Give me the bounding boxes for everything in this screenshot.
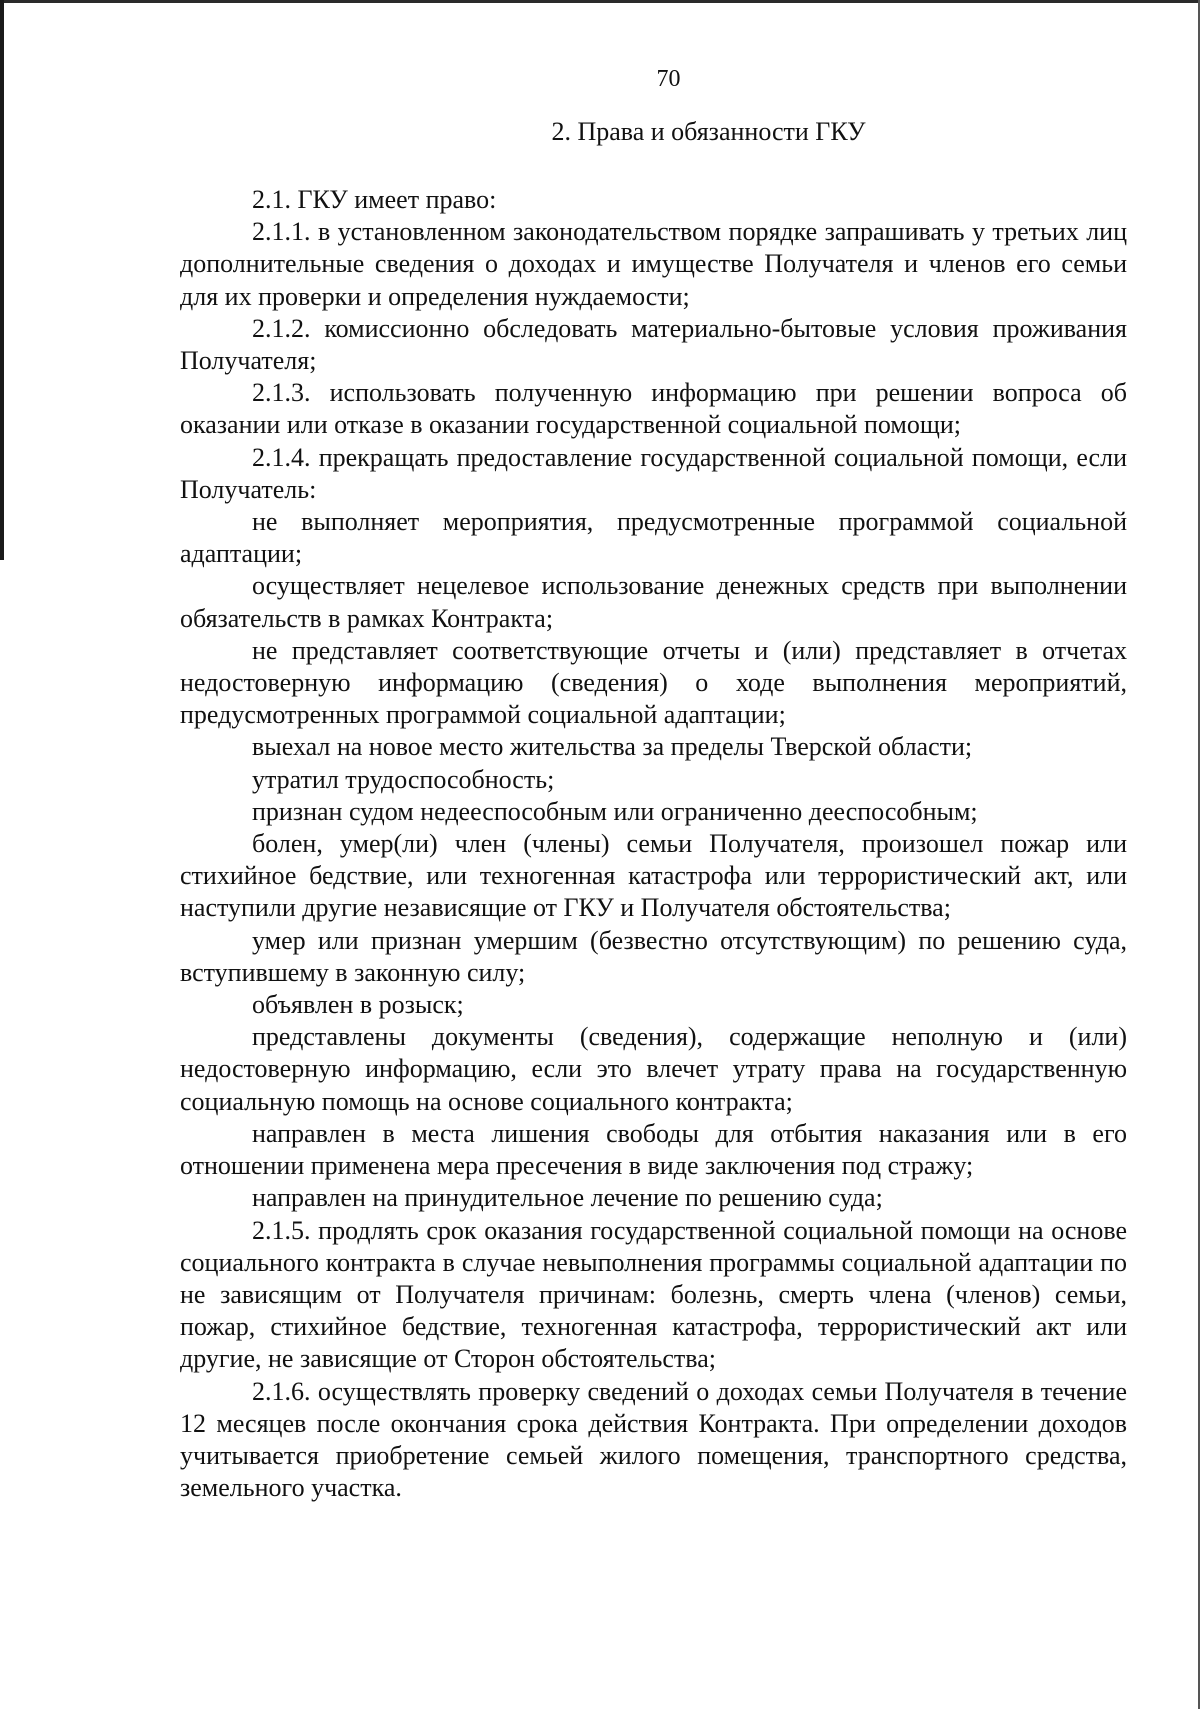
paragraph-2-1-4: 2.1.4. прекращать предоставление государственной социальной помощи, если Получатель: xyxy=(180,442,1127,504)
list-item-circumstances: болен, умер(ли) член (члены) семьи Получателя, произошел пожар или стихийное бедствие, или техногенная катастрофа или террористический акт, или наступили другие независящие от ГКУ и Получателя обстоятельства; xyxy=(180,829,1127,923)
paragraph-2-1: 2.1. ГКУ имеет право: xyxy=(252,185,497,214)
paragraph-2-1-3: 2.1.3. использовать полученную информацию при решении вопроса об оказании или отказе в оказании государственной социальной помощи; xyxy=(180,378,1127,440)
paragraph-2-1-6: 2.1.6. осуществлять проверку сведений о доходах семьи Получателя в течение 12 месяцев после окончания срока действия Контракта. При определении доходов учитывается приобретение семьей жилого помещения, транспортного средства, земельного участка. xyxy=(180,1376,1127,1503)
page-number: 70 xyxy=(656,66,681,92)
scan-edge-top xyxy=(0,0,1200,3)
section-title: 2. Права и обязанности ГКУ xyxy=(551,117,866,146)
list-item-imprisonment: направлен в места лишения свободы для отбытия наказания или в его отношении применена мера пресечения в виде заключения под стражу; xyxy=(180,1118,1127,1181)
list-item-relocation: выехал на новое место жительства за пределы Тверской области; xyxy=(252,732,973,762)
list-item-incapacity: признан судом недееспособным или ограниченно дееспособным; xyxy=(252,796,978,826)
list-item-disability: утратил трудоспособность; xyxy=(252,764,555,794)
paragraph-2-1-1: 2.1.1. в установленном законодательством порядке запрашивать у третьих лиц дополнительные сведения о доходах и имуществе Получателя и членов его семьи для их проверки и определения нуждаемости; xyxy=(180,217,1127,311)
document-page xyxy=(180,64,1127,1504)
list-item-misuse-funds: осуществляет нецелевое использование денежных средств при выполнении обязательств в рамках Контракта; xyxy=(180,571,1127,633)
list-item-reports: не представляет соответствующие отчеты и (или) представляет в отчетах недостоверную информацию (сведения) о ходе выполнения мероприятий, предусмотренных программой социальной адаптации; xyxy=(180,635,1127,730)
paragraph-2-1-5: 2.1.5. продлять срок оказания государственной социальной помощи на основе социального контракта в случае невыполнения программы социальной адаптации по не зависящим от Получателя причинам: болезнь, смерть члена (членов) семьи, пожар, стихийное бедствие, техногенная катастрофа, террористический акт или другие, не зависящие от Сторон обстоятельства; xyxy=(180,1215,1127,1374)
document-body xyxy=(180,184,1127,1504)
list-item-adaptation: не выполняет мероприятия, предусмотренные программой социальной адаптации; xyxy=(180,507,1127,569)
list-item-wanted: объявлен в розыск; xyxy=(252,990,464,1020)
scan-edge-left xyxy=(0,0,4,560)
list-item-treatment: направлен на принудительное лечение по решению суда; xyxy=(252,1183,883,1213)
list-item-false-info: представлены документы (сведения), содержащие неполную и (или) недостоверную информацию, если это влечет утрату права на государственную социальную помощь на основе социального контракта; xyxy=(180,1022,1127,1116)
paragraph-2-1-2: 2.1.2. комиссионно обследовать материально-бытовые условия проживания Получателя; xyxy=(180,313,1127,376)
list-item-deceased: умер или признан умершим (безвестно отсутствующим) по решению суда, вступившему в законную силу; xyxy=(180,925,1127,987)
